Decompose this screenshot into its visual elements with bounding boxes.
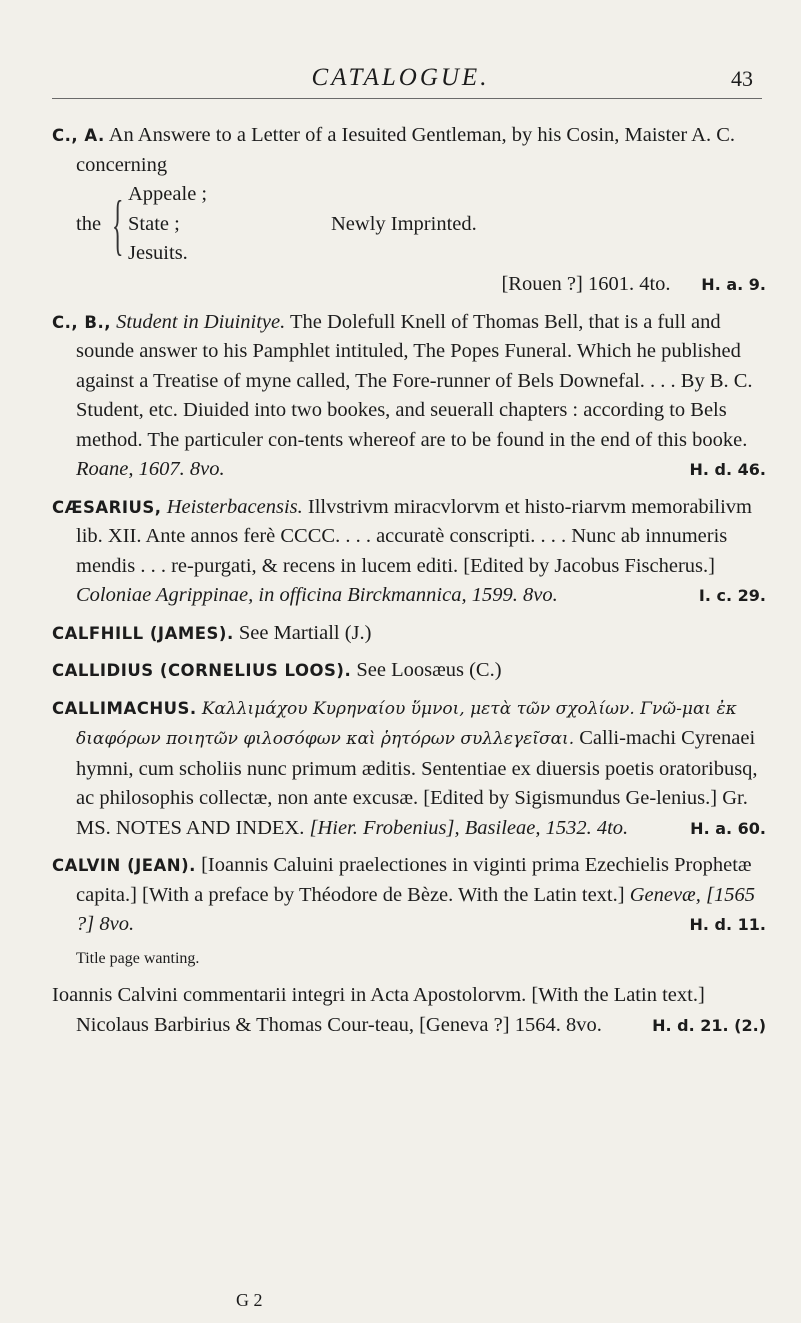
entry-heading: CALLIDIUS (CORNELIUS LOOS). [52,661,352,680]
brace-block [76,180,766,270]
entry-imprint: Coloniae Agrippinae, in officina Birckmannica, 1599. 8vo. [76,584,558,606]
entry-text: An Answere to a Letter of a Iesuited Gentleman, by his Cosin, Maister A. C. concerning [76,124,735,176]
entry-imprint: [Rouen ?] 1601. 4to. [501,273,671,295]
header-rule [52,98,762,99]
shelf-mark: I. c. 29. [698,586,766,605]
entry-calfhill [52,619,766,649]
entry-ca [52,121,766,300]
entry-imprint: Genevæ, [1565 ?] 8vo. [76,883,755,935]
brace-the: the [76,213,102,235]
entry-heading: C., B., [52,312,112,332]
entry-heading: C., A. [52,126,105,145]
entry-imprint: Roane, 1607. 8vo. [76,458,225,480]
entry-text: Illvstrivm miracvlorvm et histo-riarvm memorabilivm lib. XII. Ante annos ferè CCCC. . . . accuratè conscripti. . . . Nunc ab innumeris mendis . . . re-purgati, & recens in lucem editi. [Edited by Jacobus Fischerus.] [76,495,752,577]
entry-text: Ioannis Calvini commentarii integri in Acta Apostolorvm. [With the Latin text.] Nicolaus Barbirius & Thomas Cour-teau, [Geneva ?] 1564. 8vo. [52,984,705,1036]
entry-text: See Martiall (J.) [238,621,372,644]
shelf-mark: H. a. 9. [701,275,766,294]
entry-heading: CALLIMACHUS. [52,698,197,718]
shelf-mark: H. d. 21. (2.) [652,1015,766,1035]
entry-note: Title page wanting. [76,949,200,967]
brace-option: State ; [128,212,180,235]
running-title: CATALOGUE. [311,64,490,91]
entry-calvin [52,851,766,940]
entry-cb [52,308,766,485]
brace-glyph: { [112,186,124,262]
brace-options [128,180,207,269]
entry-caesarius [52,493,766,611]
entry-calvin-acta [52,981,766,1040]
brace-option: Jesuits. [128,242,188,264]
entry-heading: CALFHILL (JAMES). [52,623,234,643]
shelf-mark: H. d. 11. [689,915,766,934]
entry-text: [Ioannis Caluini praelectiones in viginti prima Ezechielis Prophetæ capita.] [With a preface by Théodore de Bèze. With the Latin text.] [76,854,752,906]
entry-greek-title: Καλλιμάχου Κυρηναίου ὕμνοι, μετὰ τῶν σχολίων. Γνῶ-μαι ἐκ διαφόρων ποιητῶν φιλοσόφων καὶ ῥητόρων συλλεγεῖσαι. [76,698,737,749]
entry-text: See Loosæus (C.) [356,659,502,681]
signature-mark: G 2 [236,1290,263,1310]
brace-option: Appeale ; [128,183,208,205]
catalogue-body [52,121,766,1048]
entry-imprint: [Hier. Frobenius], Basileae, 1532. 4to. [309,816,629,839]
entry-heading-italic: Student in Diuinitye. [116,310,286,333]
entry-callidius [52,656,766,686]
entry-callimachus [52,694,766,844]
brace-right-text: Newly Imprinted. [331,213,477,235]
entry-heading-italic: Heisterbacensis. [166,495,303,518]
shelf-mark: H. d. 46. [689,460,766,479]
entry-text: Calli-machi Cyrenaei hymni, cum scholiis nunc primum æditis. Sententiae ex diuersis poetis oratoribusq, ac philosophis collectæ, non ante excusæ. [Edited by Sigismundus Ge-lenius.] Gr. MS. NOTES AND INDEX. [76,727,758,839]
entry-heading: CÆSARIUS, [52,497,162,517]
entry-heading: CALVIN (JEAN). [52,856,196,875]
page-number: 43 [731,66,753,91]
entry-text: The Dolefull Knell of Thomas Bell, that is a full and sounde answer to his Pamphlet intituled, The Popes Funeral. Which he published against a Treatise of myne called, The Fore-runner of Bels Downefal. . . . By B. C. Student, etc. Diuided into two bookes, and seuerall chapters : according to Bels method. The particuler con-tents whereof are to be found in the end of this booke. [76,310,753,451]
shelf-mark: H. a. 60. [690,818,766,838]
